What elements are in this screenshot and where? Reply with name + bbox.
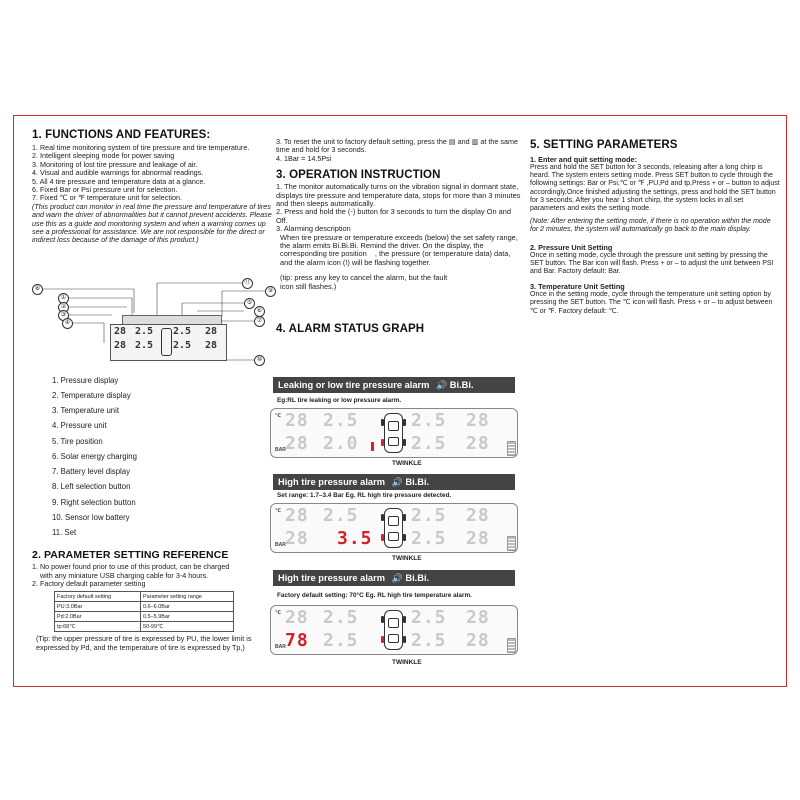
alarm-bar-high-pressure	[273, 474, 515, 490]
alarm-lcd-2	[270, 503, 518, 553]
section-1-title: 1. FUNCTIONS AND FEATURES:	[32, 129, 211, 141]
diagram-legend	[52, 373, 274, 540]
feature-item: 7. Fixed ℃ or ℉ temperature unit for selection.	[32, 193, 182, 203]
reset-instruction: 3. To reset the unit to factory default setting, press the ▤ and ▥ at the same time and hold for 3 seconds.	[276, 137, 518, 155]
lcd-temp: 28	[466, 528, 490, 549]
table-cell: 50-99℃	[140, 622, 233, 632]
alarm-bar-high-temperature	[273, 570, 515, 586]
feature-item: 2. Intelligent sleeping mode for power saving	[32, 151, 175, 161]
table-cell: tp:68℃	[55, 622, 141, 632]
car-icon	[384, 610, 403, 650]
device-pressure-br: 2.5	[173, 339, 192, 351]
callout-5: ⑤	[244, 298, 255, 309]
alarm-sound: Bi.Bi.	[405, 573, 430, 583]
callout-2: ②	[58, 302, 69, 313]
battery-icon	[507, 638, 516, 653]
celsius-unit: ℃	[275, 413, 282, 419]
legend-item: 4. Pressure unit	[52, 421, 107, 431]
alarm-label: High tire pressure alarm	[278, 573, 385, 583]
car-icon	[384, 508, 403, 548]
alarm-note: Eg:RL tire leaking or low pressure alarm.	[277, 397, 402, 404]
legend-item: 5. Tire position	[52, 436, 103, 446]
callout-6: ⑥	[254, 306, 265, 317]
setting-text-3: Once in the setting mode, cycle through the temperature unit setting option by pressing the SET button. The ℃ icon will flash. Press + or – to adjust between ℃ or ℉. Factory default: ℃.	[530, 291, 773, 315]
callout-10: ⑩	[254, 355, 265, 366]
alarm-description: When tire pressure or temperature exceeds (below) the set safety range, the alarm emits Bi.Bi.Bi. Remind the driver. On the display, the corresponding tire position , the pressure (or temperature data) data, and the alarm icon (!) will be flashing together.	[280, 232, 518, 267]
alarm-sound: Bi.Bi.	[405, 477, 430, 487]
operation-step-3: 3. Alarming description	[276, 224, 351, 234]
feature-item: 6. Fixed Bar or Psi pressure unit for selection.	[32, 185, 178, 195]
alarm-label: Leaking or low tire pressure alarm	[278, 380, 430, 390]
device-temp-br: 28	[205, 339, 218, 351]
setting-note: (Note: After entering the setting mode, if there is no operation within the mode for 2 minutes, the system will automatically go back to the main display.	[530, 218, 771, 234]
device-pressure-tl: 2.5	[135, 325, 154, 337]
table-cell: 0.6–6.0Bar	[140, 602, 233, 612]
device-temp-bl: 28	[114, 339, 127, 351]
alarm-flash-marker	[371, 442, 374, 451]
lcd-temp: 28	[466, 607, 490, 628]
callout-9: ⑨	[265, 286, 276, 297]
legend-item: 1. Pressure display	[52, 375, 119, 385]
callout-1: ①	[58, 293, 69, 304]
section-2-title: 2. PARAMETER SETTING REFERENCE	[32, 549, 229, 562]
section-3-title: 3. OPERATION INSTRUCTION	[276, 169, 441, 182]
car-icon	[384, 413, 403, 453]
setting-text-1: Press and hold the SET button for 3 seconds, releasing after a long chirp is heard. The system enters setting mode. Press SET button to cycle through the following settings: Bar or Psi,℃ or ℉ ,PU,Pd and tp,Press + or – button to adjust accordingly,Once finished adjusting the settings, press and hold the SET button for 3 seconds, After you hear 1 short chirp, the system locks in all set parameters and exits the setting mode.	[530, 164, 780, 213]
lcd-temp: 28	[466, 630, 490, 651]
alarm-sound: Bi.Bi.	[449, 380, 474, 390]
callout-7: ⑦	[254, 316, 265, 327]
features-list	[32, 144, 274, 203]
column-right	[530, 116, 780, 316]
setting-heading-1: 1. Enter and quit setting mode:	[530, 155, 638, 164]
setting-heading-2: 2. Pressure Unit Setting	[530, 242, 613, 252]
legend-item: 3. Temperature unit	[52, 406, 120, 416]
lcd-temp: 28	[466, 410, 490, 431]
table-row	[55, 622, 234, 632]
legend-item: 11. Set	[52, 527, 77, 537]
setting-heading-3: 3. Temperature Unit Setting	[530, 282, 625, 292]
lcd-pressure-alarm: 2.0	[323, 433, 359, 454]
legend-item: 9. Right selection button	[52, 497, 136, 507]
device-pressure-bl: 2.5	[135, 339, 154, 351]
lcd-temp: 28	[285, 410, 309, 431]
legend-item: 10. Sensor low battery	[52, 512, 130, 522]
column-middle	[276, 116, 524, 335]
battery-icon	[507, 441, 516, 456]
disclaimer: (This product can monitor in real time the pressure and temperature of tires and warn the driver of abnormalities but it cannot prevent accidents. Please use this as a guide and monitoring system and when a warning comes up see a professional for assistance. We are not responsible for the direct or indirect loss because of the damage of this product.)	[32, 201, 272, 245]
callout-4: ④	[62, 318, 73, 329]
lcd-temp: 28	[285, 528, 309, 549]
twinkle-label: TWINKLE	[392, 659, 422, 666]
callout-3: ③	[58, 310, 69, 321]
lcd-temp: 28	[466, 505, 490, 526]
callout-8: ⑧	[32, 284, 43, 295]
legend-item: 8. Left selection button	[52, 482, 131, 492]
car-icon	[161, 328, 172, 356]
device-screen	[110, 324, 227, 361]
legend-item: 6. Solar energy charging	[52, 451, 137, 461]
speaker-icon: 🔊	[391, 573, 403, 583]
operation-step-1: 1. The monitor automatically turns on the vibration signal in dormant state, displays tire pressure and temperature data, stops for more than 3 minutes and then sleeps automatically.	[276, 182, 521, 209]
lcd-pressure: 2.5	[411, 607, 447, 628]
feature-item: 4. Visual and audible warnings for abnormal readings.	[32, 168, 204, 178]
lcd-pressure: 2.5	[411, 630, 447, 651]
lcd-pressure: 2.5	[323, 630, 359, 651]
operation-step-2: 2. Press and hold the (-) button for 3 seconds to turn the display On and Off.	[276, 207, 511, 225]
parameter-tip: (Tip: the upper pressure of tire is expressed by PU, the lower limit is expressed by Pd, and the temperature of tire is expressed by Tp,)	[36, 634, 252, 652]
feature-item: 1. Real time monitoring system of tire pressure and tire temperature.	[32, 143, 250, 152]
feature-item: 3. Monitoring of lost tire pressure and leakage of air.	[32, 159, 198, 169]
alarm-label: High tire pressure alarm	[278, 477, 385, 487]
device-temp-tr: 28	[205, 325, 218, 337]
alarm-lcd-1	[270, 408, 518, 458]
lcd-pressure: 2.5	[411, 505, 447, 526]
battery-icon	[507, 536, 516, 551]
device-diagram	[32, 253, 274, 363]
alarm-note: Set range: 1.7–3.4 Bar Eg. RL high tire pressure detected.	[277, 492, 452, 499]
lcd-temp: 28	[285, 607, 309, 628]
speaker-icon: 🔊	[391, 477, 403, 487]
table-cell: 0.5–5.9Bar	[140, 612, 233, 622]
column-left	[32, 116, 274, 652]
table-header: Parameter setting range	[140, 592, 233, 602]
alarm-lcd-3	[270, 605, 518, 655]
lcd-temp: 28	[466, 433, 490, 454]
legend-item: 2. Temperature display	[52, 391, 131, 401]
alarm-note: Factory default setting: 70°C Eg. RL high tire temperature alarm.	[277, 592, 472, 599]
alarm-tip: (tip: press any key to cancel the alarm, but the fault icon still flashes.)	[280, 273, 448, 291]
callout-11: ⑪	[242, 278, 253, 289]
lcd-pressure: 2.5	[323, 410, 359, 431]
feature-item: 5. All 4 tire pressure and temperature data at a glance.	[32, 176, 206, 186]
table-row	[55, 602, 234, 612]
speaker-icon: 🔊	[435, 380, 448, 390]
parameter-table	[54, 591, 234, 632]
lcd-pressure: 2.5	[411, 410, 447, 431]
lcd-pressure: 2.5	[323, 607, 359, 628]
celsius-unit: ℃	[275, 508, 282, 514]
lcd-pressure: 2.5	[411, 433, 447, 454]
bar-unit: BAR	[275, 447, 286, 453]
alarm-bar-low-pressure	[273, 377, 515, 393]
section-4-title: 4. ALARM STATUS GRAPH	[276, 323, 425, 336]
param-note: with any miniature USB charging cable for 3-4 hours.	[32, 570, 209, 580]
unit-conversion: 4. 1Bar = 14.5Psi	[276, 153, 332, 163]
table-cell: PU:3.0Bar	[55, 602, 141, 612]
lcd-temp: 28	[285, 505, 309, 526]
device-pressure-tr: 2.5	[173, 325, 192, 337]
twinkle-label: TWINKLE	[392, 460, 422, 467]
bar-unit: BAR	[275, 542, 286, 548]
celsius-unit: ℃	[275, 610, 282, 616]
bar-unit: BAR	[275, 644, 286, 650]
parameter-notes	[32, 563, 274, 588]
param-note: 1. No power found prior to use of this product, can be charged	[32, 562, 230, 572]
table-header-row	[55, 592, 234, 602]
lcd-pressure-alarm: 3.5	[337, 528, 373, 549]
section-5-title: 5. SETTING PARAMETERS	[530, 139, 678, 151]
device-temp-tl: 28	[114, 325, 127, 337]
table-cell: Pd:2.0Bar	[55, 612, 141, 622]
table-row	[55, 612, 234, 622]
lcd-temp-alarm: 78	[285, 630, 309, 651]
lcd-pressure: 2.5	[323, 505, 359, 526]
param-note: 2. Factory default parameter setting	[32, 578, 146, 588]
legend-item: 7. Battery level display	[52, 467, 131, 477]
twinkle-label: TWINKLE	[392, 555, 422, 562]
lcd-pressure: 2.5	[411, 528, 447, 549]
setting-text-2: Once in setting mode, cycle through the pressure unit setting by pressing the SET button. The Bar icon will flash. Press + or – to adjust the unit between PSI and Bar. Factory default: Bar.	[530, 251, 774, 276]
lcd-temp: 28	[285, 433, 309, 454]
table-header: Factory default setting	[55, 592, 141, 602]
